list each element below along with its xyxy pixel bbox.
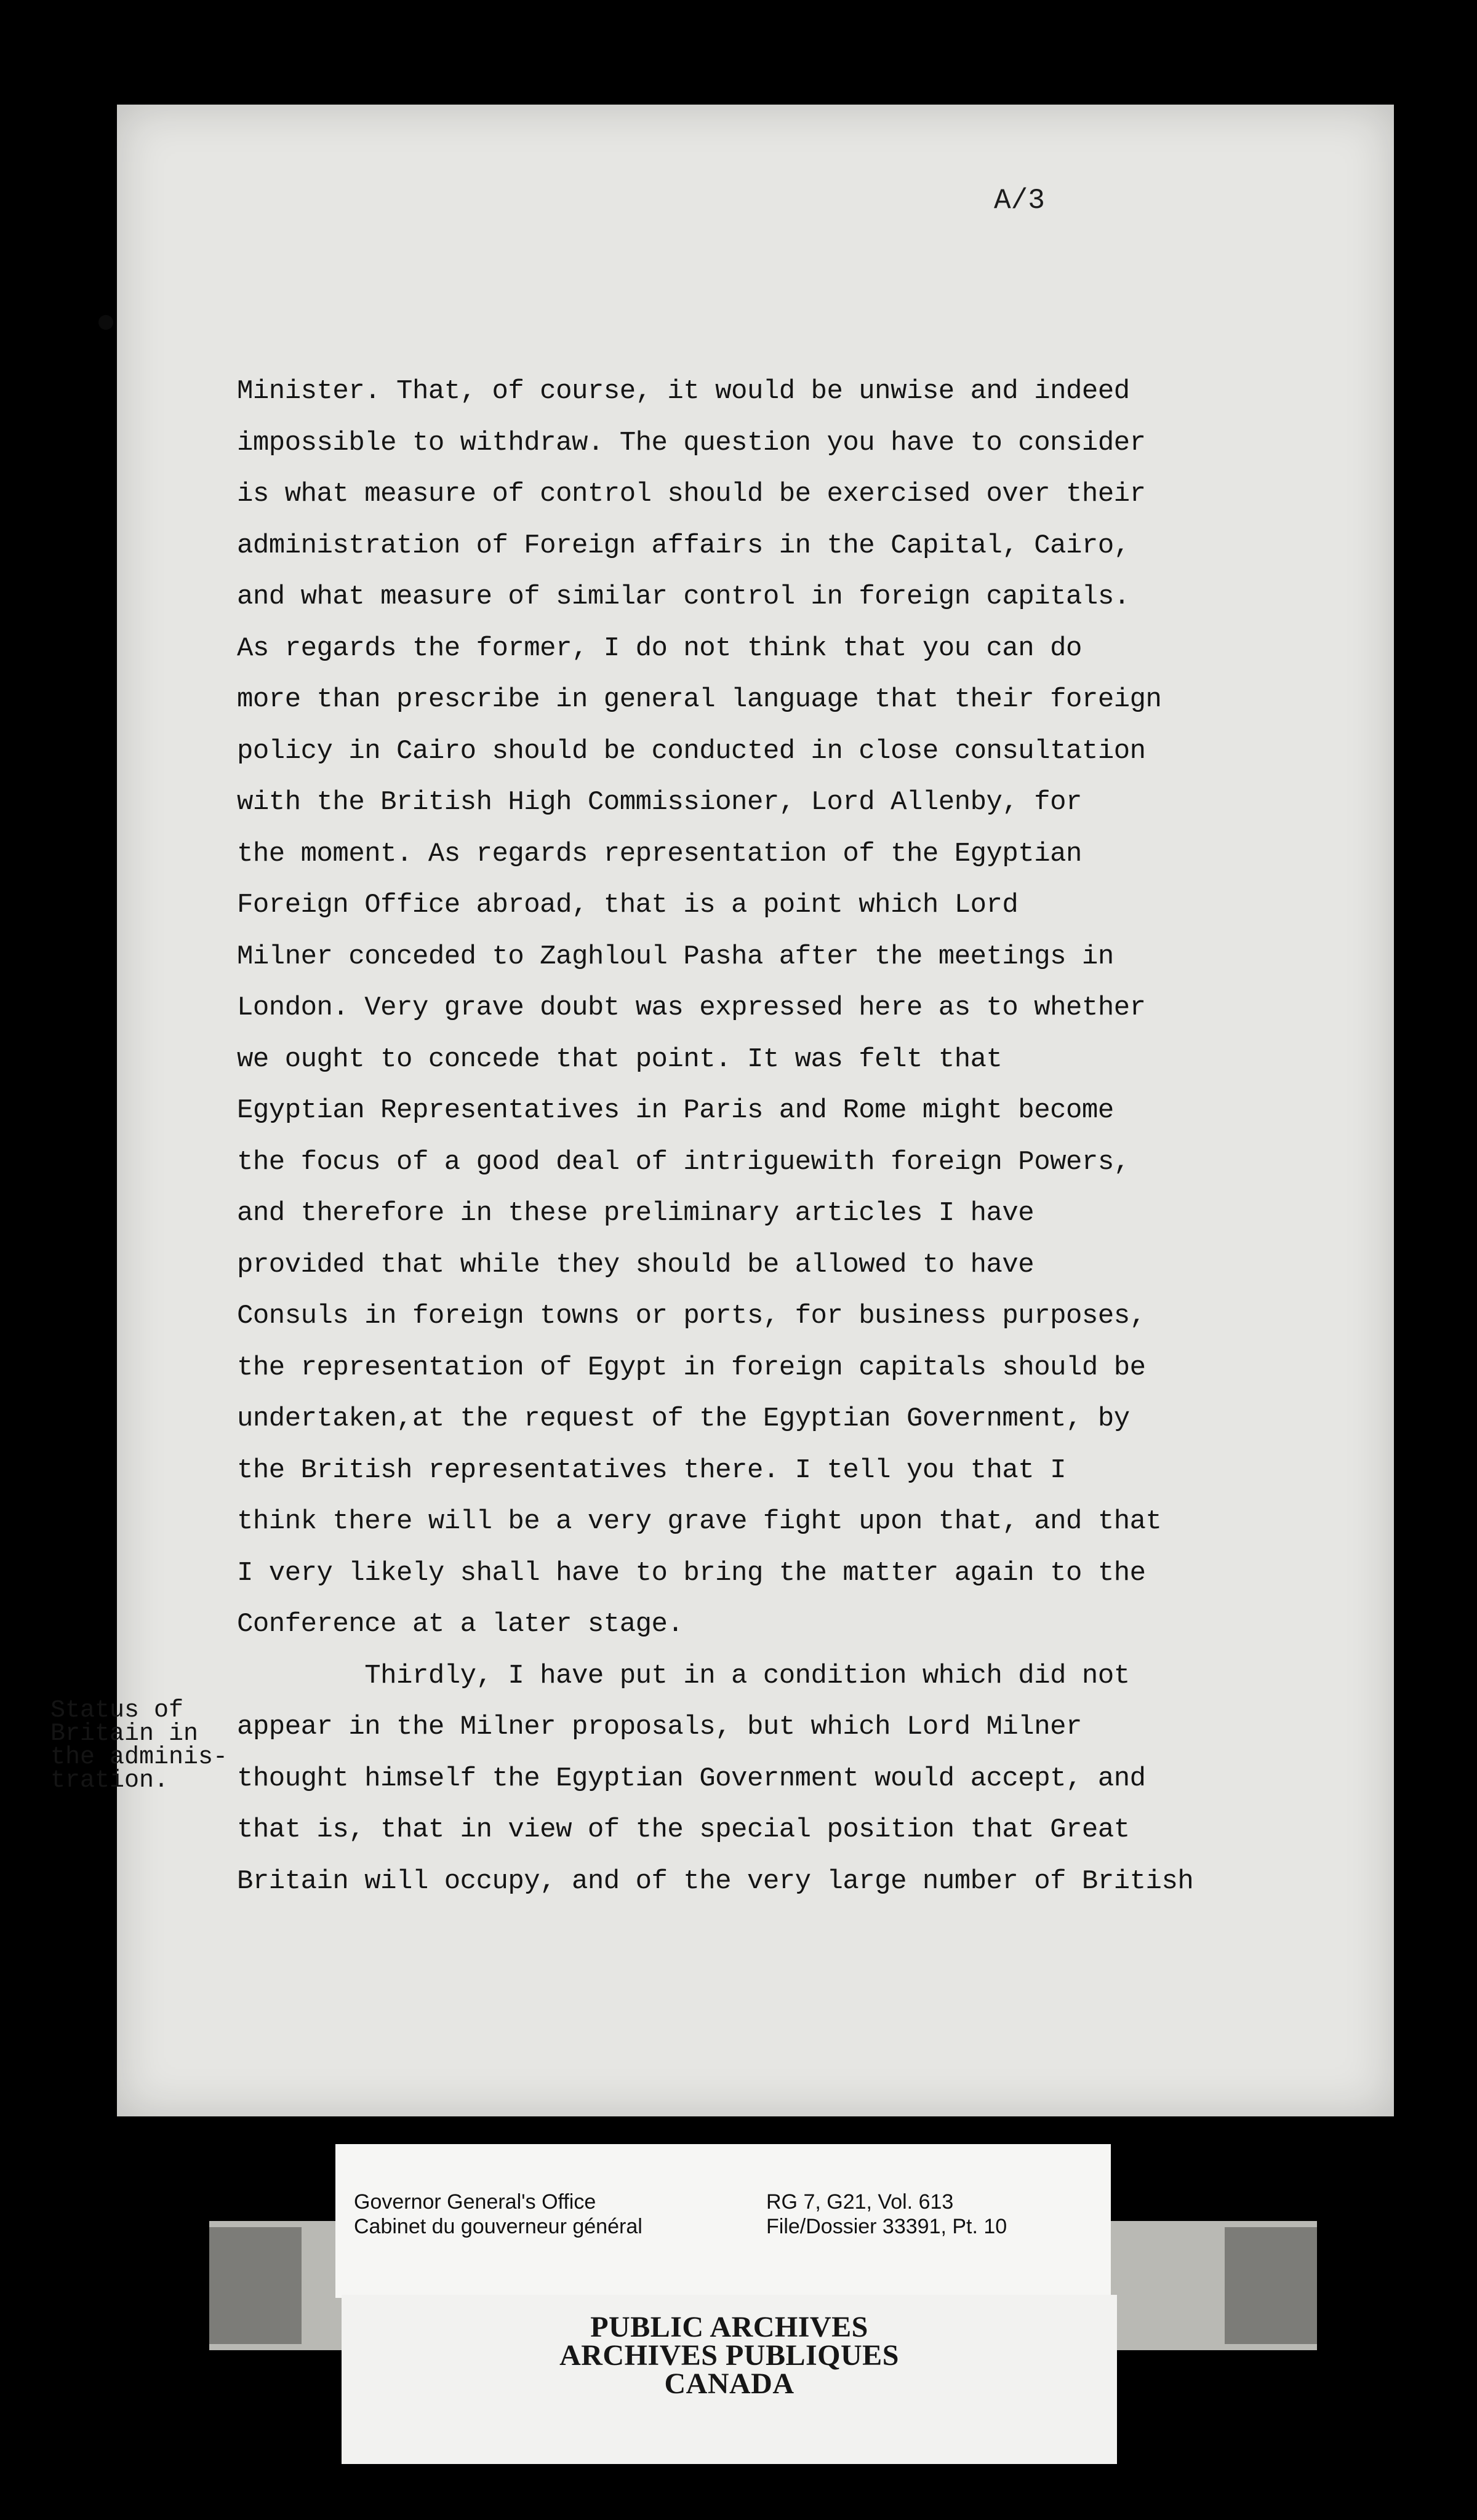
label-clip-right [1225,2227,1317,2344]
archive-reference-card [335,2144,1111,2298]
text-line: thought himself the Egyptian Government would accept, and [237,1763,1146,1794]
page-number: A/3 [994,185,1045,217]
text-line: undertaken,at the request of the Egyptian Government, by [237,1403,1130,1434]
text-line: London. Very grave doubt was expressed here as to whether [237,992,1146,1023]
file-dossier-reference: File/Dossier 33391, Pt. 10 [766,2215,1007,2238]
stamp-line: CANADA [664,2367,795,2400]
text-line: Britain will occupy, and of the very large number of British [237,1865,1194,1897]
text-line: I very likely shall have to bring the matter again to the [237,1557,1146,1589]
margin-note-line: Britain in [50,1720,199,1748]
stamp-line: ARCHIVES PUBLIQUES [559,2339,899,2372]
text-line: the representation of Egypt in foreign capitals should be [237,1352,1146,1383]
text-line: is what measure of control should be exercised over their [237,479,1146,509]
text-line: policy in Cairo should be conducted in close consultation [237,735,1146,767]
text-line: administration of Foreign affairs in the Capital, Cairo, [237,530,1130,561]
archive-stamp-card [342,2295,1117,2464]
office-english: Governor General's Office [354,2190,596,2214]
text-line: and what measure of similar control in foreign capitals. [237,581,1130,612]
text-line: impossible to withdraw. The question you have to consider [237,427,1146,458]
text-line: Minister. That, of course, it would be unwise and indeed [237,376,1130,407]
text-line: Thirdly, I have put in a condition which did not [237,1660,1130,1691]
margin-note [50,1699,235,1793]
text-line: appear in the Milner proposals, but which Lord Milner [237,1712,1082,1742]
text-line: provided that while they should be allowed to have [237,1249,1035,1280]
text-line: As regards the former, I do not think that you can do [237,632,1082,664]
text-line: think there will be a very grave fight upon that, and that [237,1506,1162,1537]
margin-note-line: Status of [50,1697,184,1725]
margin-note-line: the adminis- [50,1744,228,1771]
text-line: Consuls in foreign towns or ports, for business purposes, [237,1301,1146,1331]
record-group-reference: RG 7, G21, Vol. 613 [766,2190,954,2214]
label-clip-left [209,2227,302,2344]
text-line: Milner conceded to Zaghloul Pasha after the meetings in [237,941,1114,972]
office-french: Cabinet du gouverneur général [354,2215,642,2238]
text-line: Foreign Office abroad, that is a point which Lord [237,890,1019,920]
body-text [237,366,1271,1907]
punch-hole-mark [98,315,113,330]
text-line: the moment. As regards representation of the Egyptian [237,838,1082,869]
text-line: with the British High Commissioner, Lord Allenby, for [237,787,1082,818]
margin-note-line: tration. [50,1767,169,1795]
public-archives-stamp [342,2313,1117,2398]
text-line: that is, that in view of the special position that Great [237,1814,1130,1845]
text-line: and therefore in these preliminary articles I have [237,1198,1035,1229]
text-line: Conference at a later stage. [237,1609,684,1640]
text-line: the British representatives there. I tell you that I [237,1454,1067,1486]
text-line: we ought to concede that point. It was felt that [237,1043,1003,1075]
stamp-line: PUBLIC ARCHIVES [590,2311,868,2343]
text-line: the focus of a good deal of intriguewith foreign Powers, [237,1146,1130,1178]
text-line: Egyptian Representatives in Paris and Rome might become [237,1095,1114,1126]
text-line: more than prescribe in general language that their foreign [237,684,1162,715]
